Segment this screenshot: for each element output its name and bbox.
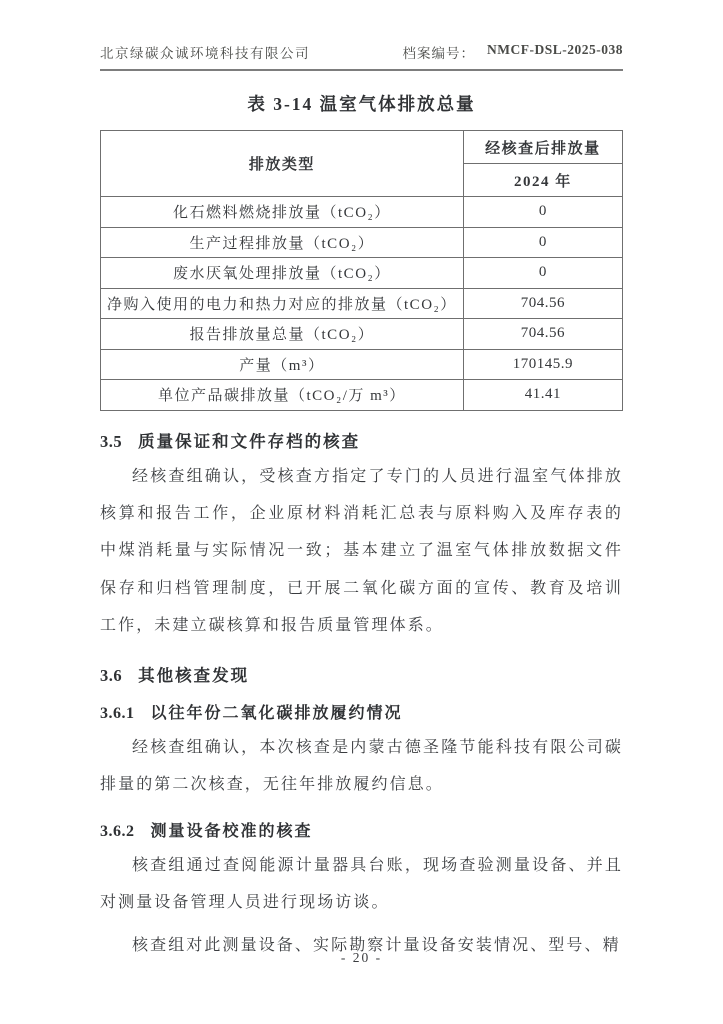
row-label: 废水厌氧处理排放量（tCO₂） [101, 258, 464, 289]
emissions-table [100, 130, 623, 411]
section-number: 3.6 [100, 665, 123, 685]
table-header-row-1 [101, 131, 623, 164]
archive-number: NMCF-DSL-2025-038 [487, 42, 623, 57]
section-title: 质量保证和文件存档的核查 [138, 431, 361, 451]
col-header-verified-emissions: 经核查后排放量 [463, 131, 622, 164]
section-number: 3.6.2 [100, 822, 135, 840]
col-header-emission-type: 排放类型 [101, 131, 464, 197]
row-label: 生产过程排放量（tCO₂） [101, 227, 464, 258]
table-row [101, 380, 623, 411]
page-number: - 20 - [340, 950, 383, 965]
paragraph-previous-compliance: 经核查组确认，本次核查是内蒙古德圣隆节能科技有限公司碳排量的第二次核查，无往年排放履约信息。 [100, 738, 623, 794]
col-header-year: 2024 年 [463, 164, 622, 197]
company-name: 北京绿碳众诚环境科技有限公司 [100, 46, 310, 61]
section-heading-3-6 [100, 662, 623, 686]
section-heading-3-5 [100, 428, 623, 452]
section-heading-3-6-2 [100, 818, 623, 841]
row-label: 净购入使用的电力和热力对应的排放量（tCO₂） [101, 288, 464, 319]
row-value: 704.56 [463, 288, 622, 319]
row-label: 产量（m³） [101, 349, 464, 380]
row-label: 单位产品碳排放量（tCO₂/万 m³） [101, 380, 464, 411]
table-row [101, 227, 623, 258]
row-label: 化石燃料燃烧排放量（tCO₂） [101, 197, 464, 228]
section-title: 测量设备校准的核查 [150, 822, 313, 840]
table-row [101, 258, 623, 289]
section-number: 3.5 [100, 431, 123, 451]
section-title: 其他核查发现 [138, 665, 250, 685]
table-row [101, 288, 623, 319]
table-caption: 表 3-14 温室气体排放总量 [247, 94, 476, 114]
row-value: 170145.9 [463, 349, 622, 380]
paragraph-measurement-inspection: 核查组对此测量设备、实际勘察计量设备安装情况、型号、精 [132, 937, 621, 955]
paragraph-measurement-review: 核查组通过查阅能源计量器具台账，现场查验测量设备、并且对测量设备管理人员进行现场访谈。 [100, 856, 623, 911]
section-number: 3.6.1 [100, 704, 135, 722]
row-value: 41.41 [463, 380, 622, 411]
archive-label: 档案编号： [402, 46, 475, 61]
row-value: 704.56 [463, 319, 622, 350]
section-heading-3-6-1 [100, 700, 623, 723]
row-label: 报告排放量总量（tCO₂） [101, 319, 464, 350]
archive-number-group [403, 42, 624, 62]
row-value: 0 [463, 258, 622, 289]
row-value: 0 [463, 227, 622, 258]
paragraph-quality-assurance: 经核查组确认，受核查方指定了专门的人员进行温室气体排放核算和报告工作，企业原材料消耗汇总表与原料购入及库存表的中煤消耗量与实际情况一致；基本建立了温室气体排放数据文件保存和归档管理制度，已开展二氧化碳方面的宣传、教育及培训工作，未建立碳核算和报告质量管理体系。 [100, 467, 623, 635]
section-title: 以往年份二氧化碳排放履约情况 [150, 704, 403, 722]
row-value: 0 [463, 197, 622, 228]
page-header [100, 42, 623, 71]
table-row [101, 319, 623, 350]
table-row [101, 349, 623, 380]
table-row [101, 197, 623, 228]
